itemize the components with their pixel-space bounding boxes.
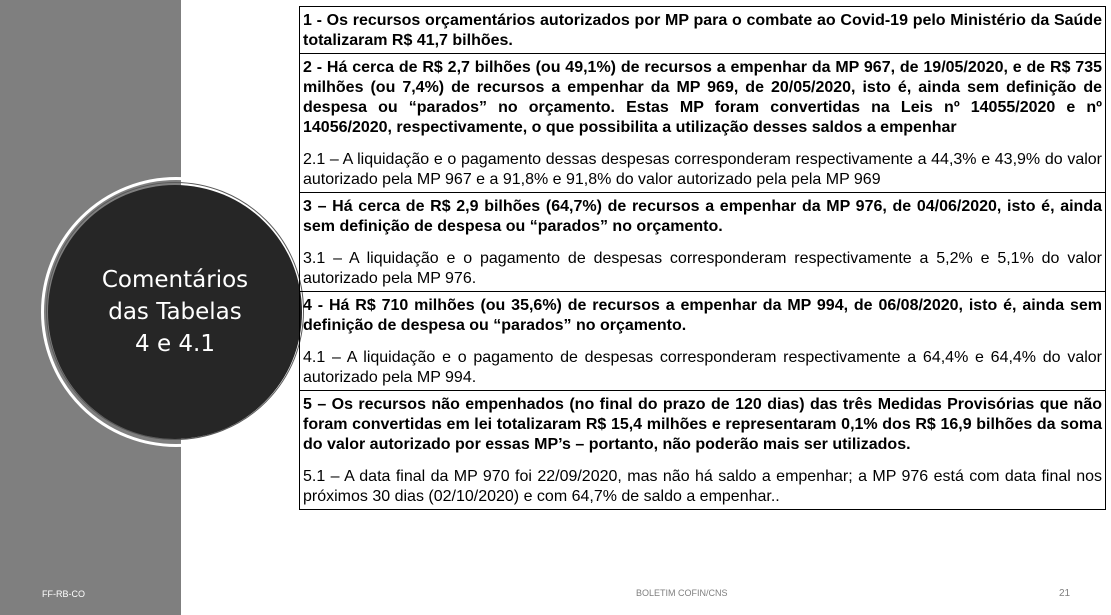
comment-bold-text: 1 - Os recursos orçamentários autorizados por MP para o combate ao Covid-19 pelo Ministério da Saúde totalizaram R$ 41,7 bilhões.	[303, 12, 1102, 49]
table-row	[300, 292, 1106, 391]
title-circle	[48, 185, 302, 439]
table-cell	[300, 7, 1106, 54]
comment-detail-text: 3.1 – A liquidação e o pagamento de despesas corresponderam respectivamente a 5,2% e 5,1% do valor autorizado pela MP 976.	[303, 250, 1102, 287]
comment-detail-text: 2.1 – A liquidação e o pagamento dessas despesas corresponderam respectivamente a 44,3% e 43,9% do valor autorizado pela MP 967 e a 91,8% e 91,8% do valor autorizado pela pela MP 969	[303, 151, 1102, 188]
table-cell	[300, 391, 1106, 510]
table-cell	[300, 292, 1106, 391]
table-row	[300, 54, 1106, 193]
comment-bold-text: 4 - Há R$ 710 milhões (ou 35,6%) de recursos a empenhar da MP 994, de 06/08/2020, isto é, ainda sem definição de despesa ou “parados” no orçamento.	[303, 297, 1102, 334]
comments-table	[299, 6, 1106, 510]
comment-detail-text: 4.1 – A liquidação e o pagamento de despesas corresponderam respectivamente a 64,4% e 64,4% do valor autorizado pela MP 994.	[303, 349, 1102, 386]
comment-detail-text: 5.1 – A data final da MP 970 foi 22/09/2020, mas não há saldo a empenhar; a MP 976 está com data final nos próximos 30 dias (02/10/2020) e com 64,7% de saldo a empenhar..	[303, 468, 1102, 505]
comment-bold-text: 2 - Há cerca de R$ 2,7 bilhões (ou 49,1%) de recursos a empenhar da MP 967, de 19/05/2020, e de R$ 735 milhões (ou 7,4%) de recursos a empenhar da MP 969, de 20/05/2020, isto é, ainda sem definição de despesa ou “parados” no orçamento. Estas MP foram convertidas na Leis nº 14055/2020 e nº 14056/2020, respectivamente, o que possibilita a utilização desses saldos a empenhar	[303, 59, 1102, 136]
table-row	[300, 193, 1106, 292]
table-cell	[300, 193, 1106, 292]
section-title: Comentários das Tabelas 4 e 4.1	[101, 267, 249, 357]
comment-bold-text: 5 – Os recursos não empenhados (no final do prazo de 120 dias) das três Medidas Provisórias que não foram convertidas em lei totalizaram R$ 15,4 milhões e representaram 0,1% dos R$ 16,9 bilhões da soma do valor autorizado por essas MP’s – portanto, não poderão mais ser utilizados.	[303, 396, 1102, 453]
footer-publication: BOLETIM COFIN/CNS	[636, 588, 728, 598]
table-cell	[300, 54, 1106, 193]
footer-author: FF-RB-CO	[42, 589, 85, 599]
page-number: 21	[1059, 588, 1071, 599]
table-row	[300, 391, 1106, 510]
comment-bold-text: 3 – Há cerca de R$ 2,9 bilhões (64,7%) de recursos a empenhar da MP 976, de 04/06/2020, isto é, ainda sem definição de despesa ou “parados” no orçamento.	[303, 198, 1102, 235]
table-row	[300, 7, 1106, 54]
